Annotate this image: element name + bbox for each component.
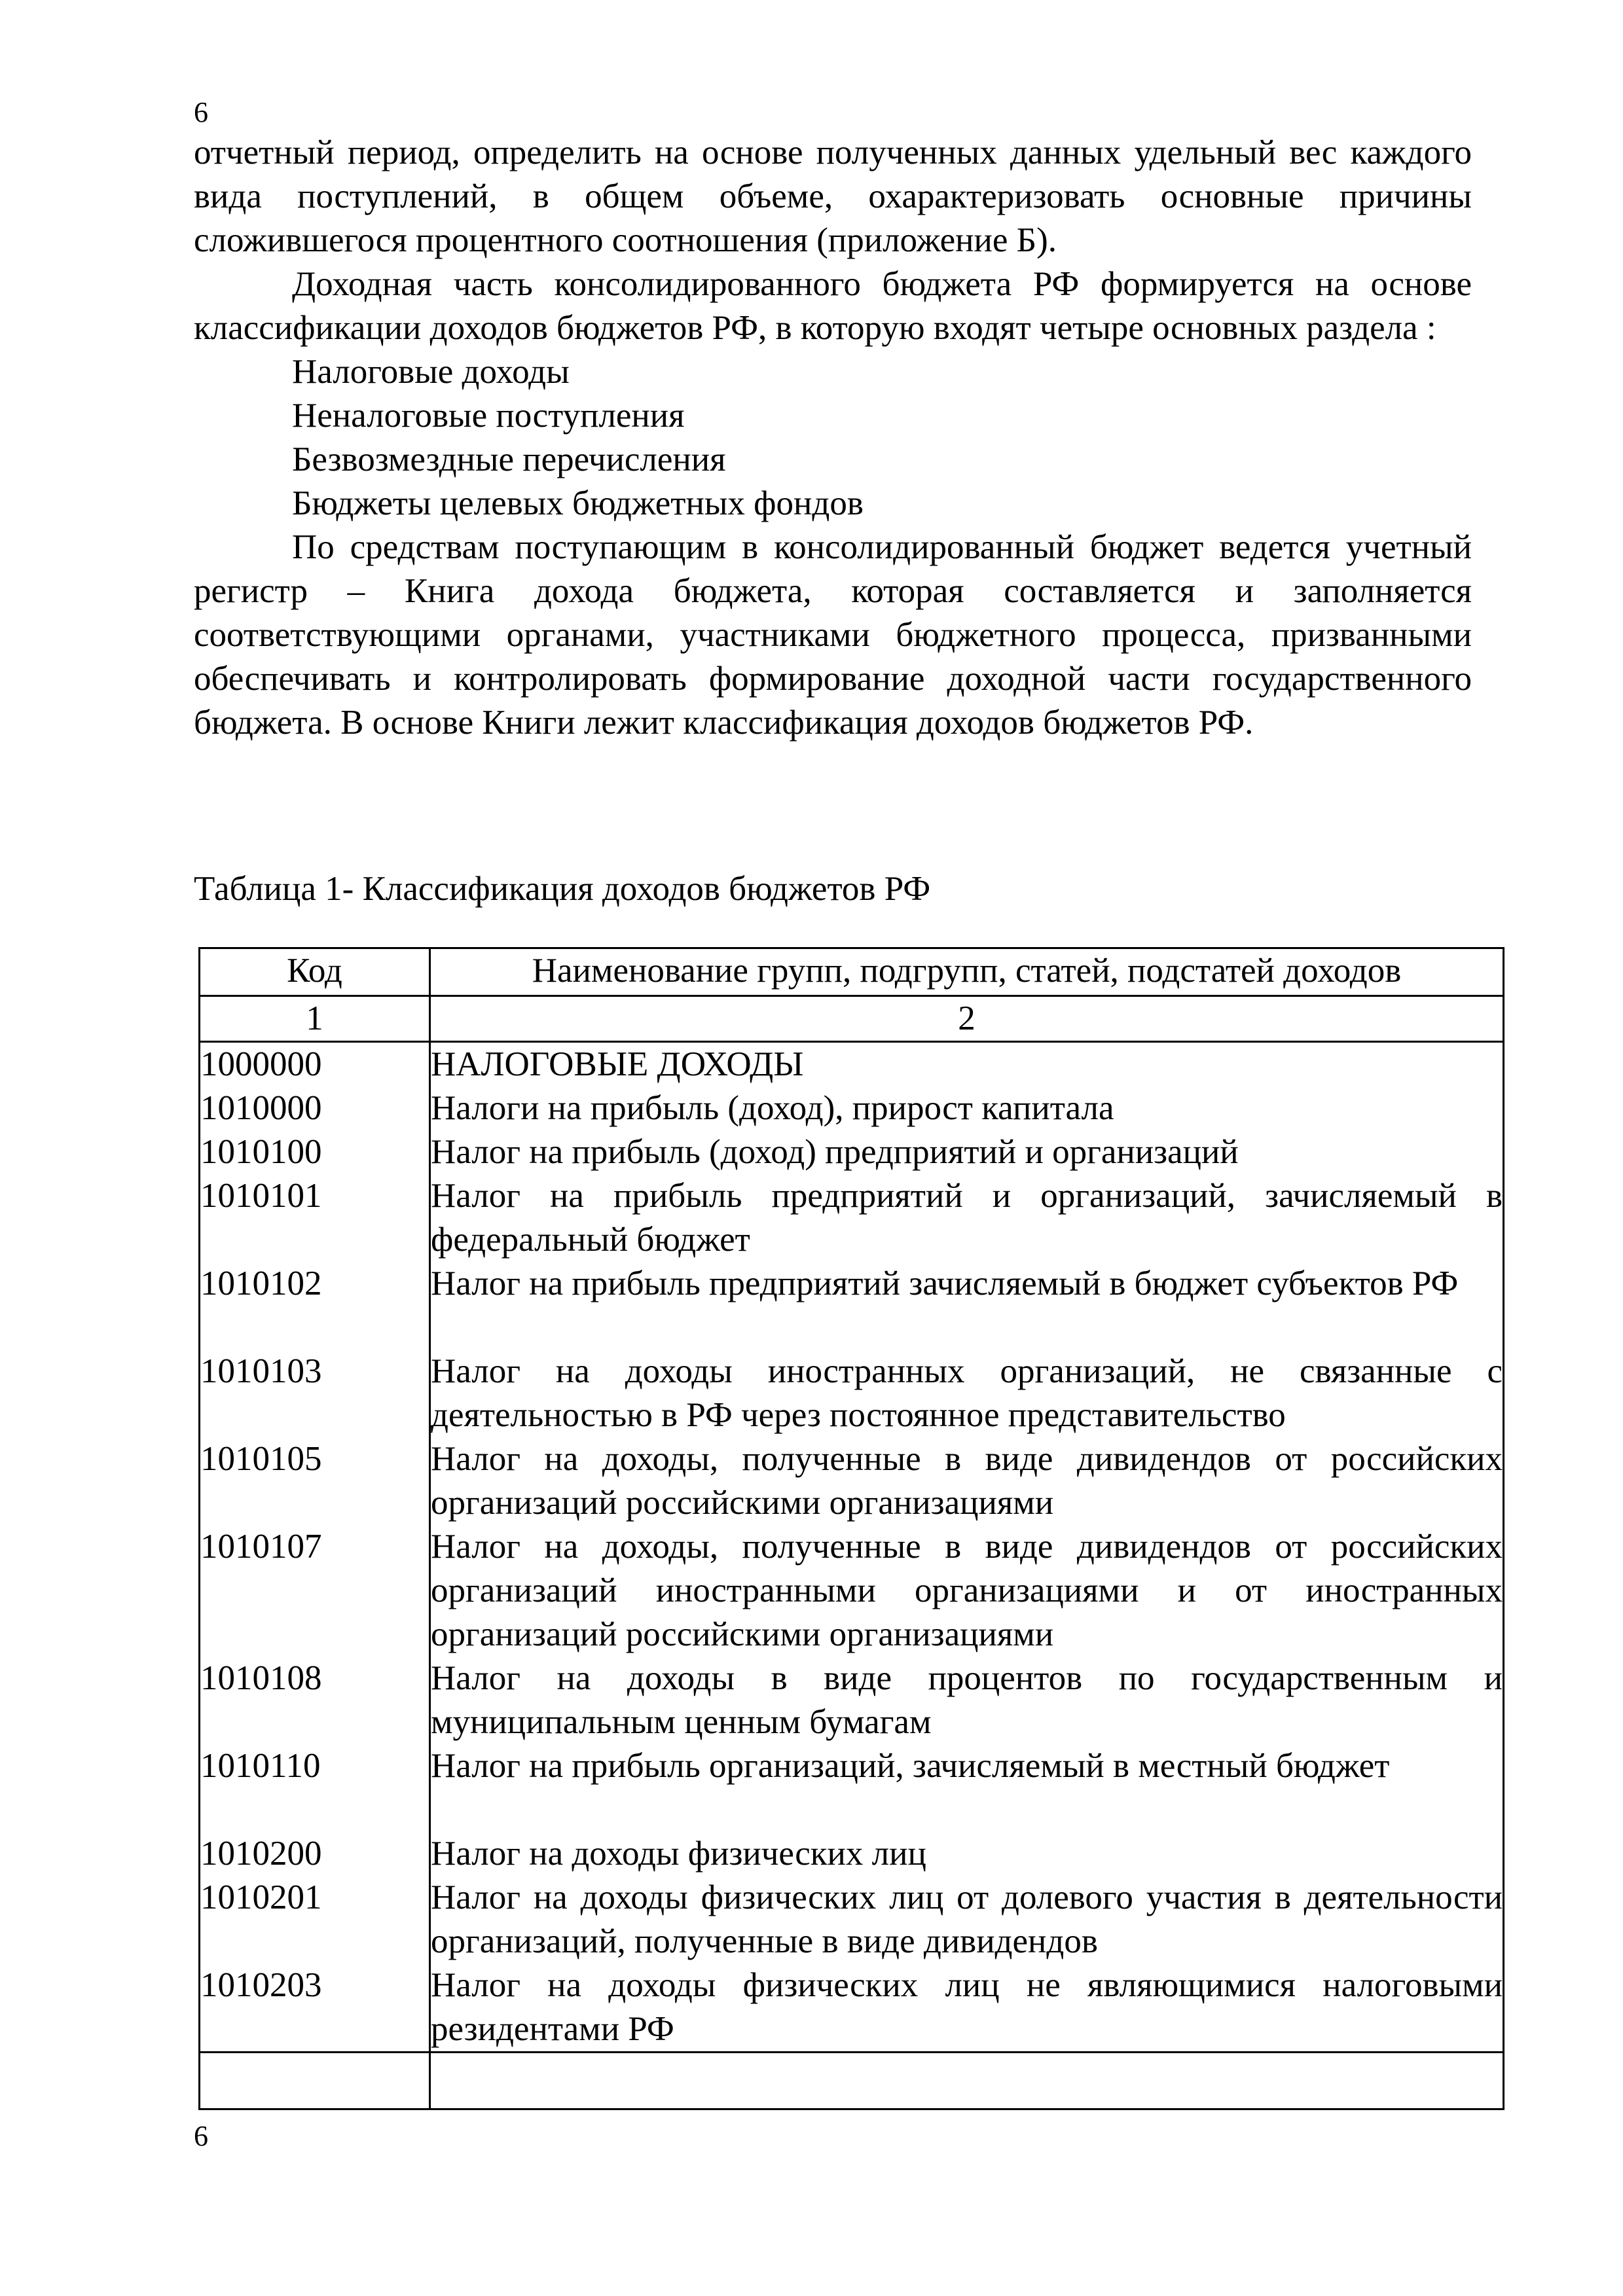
row-code: 1010102 [200,1265,322,1302]
column-number-1: 1 [200,996,430,1042]
table-caption: Таблица 1- Классификация доходов бюджетов РФ [194,870,931,908]
row-code: 1010105 [200,1440,322,1478]
row-name: НАЛОГОВЫЕ ДОХОДЫ [431,1045,804,1083]
names-column [430,1042,1504,2053]
row-code: 1010203 [200,1966,322,2004]
row-name: Налоги на прибыль (доход), прирост капитала [431,1089,1114,1127]
row-code: 1010000 [200,1089,322,1127]
page-number-top: 6 [194,96,208,128]
row-name: Налог на доходы, полученные в виде дивидендов от российских организаций иностранными организациями и от иностранных организаций российскими организациями [431,1528,1503,1653]
column-number-2: 2 [430,996,1504,1042]
row-name: Налог на доходы иностранных организаций, не связанные с деятельностью в РФ через постоянное представительство [431,1352,1503,1434]
body-text [194,131,1472,745]
row-code: 1010103 [200,1352,322,1390]
list-item: Безвозмездные перечисления [292,440,726,478]
row-code: 1010201 [200,1878,322,1916]
row-name: Налог на доходы в виде процентов по государственным и муниципальным ценным бумагам [431,1659,1503,1741]
table-continuation [200,2053,1504,2109]
row-code: 1000000 [200,1045,322,1083]
row-name: Налог на доходы физических лиц [431,1835,926,1873]
row-code: 1010108 [200,1659,322,1697]
table-header-row [200,948,1504,996]
paragraph-register: По средствам поступающим в консолидированный бюджет ведется учетный регистр – Книга дохода бюджета, которая составляется и заполняется соответствующими органами, участниками бюджетного процесса, призванными обеспечивать и контролировать формирование доходной части государственного бюджета. В основе Книги лежит классификация доходов бюджетов РФ. [194,528,1472,742]
row-name: Налог на прибыль (доход) предприятий и организаций [431,1133,1239,1171]
row-name: Налог на прибыль предприятий и организаций, зачисляемый в федеральный бюджет [431,1177,1503,1259]
classification-table [198,947,1504,2110]
row-name: Налог на доходы, полученные в виде дивидендов от российских организаций российскими организациями [431,1440,1503,1522]
header-name: Наименование групп, подгрупп, статей, подстатей доходов [430,948,1504,996]
codes-column [200,1042,430,2053]
header-code: Код [200,948,430,996]
row-code: 1010107 [200,1528,322,1566]
list-item: Налоговые доходы [292,353,570,391]
table-continuation-code [200,2053,430,2109]
list-item: Бюджеты целевых бюджетных фондов [292,484,864,522]
row-code: 1010101 [200,1177,322,1215]
list-item: Неналоговые поступления [292,397,685,435]
row-code: 1010100 [200,1133,322,1171]
paragraph-intro: Доходная часть консолидированного бюджета РФ формируется на основе классификации доходов бюджетов РФ, в которую входят четыре основных раздела : [194,265,1472,347]
row-name: Налог на доходы физических лиц не являющимися налоговыми резидентами РФ [431,1966,1503,2048]
row-name: Налог на доходы физических лиц от долевого участия в деятельности организаций, полученные в виде дивидендов [431,1878,1503,1960]
row-code: 1010200 [200,1835,322,1873]
paragraph-continuation: отчетный период, определить на основе полученных данных удельный вес каждого вида поступлений, в общем объеме, охарактеризовать основные причины сложившегося процентного соотношения (приложение Б). [194,134,1472,259]
revenue-sections-list [194,350,1472,526]
table-continuation-name [430,2053,1504,2109]
row-code: 1010110 [200,1747,321,1785]
page-number-bottom: 6 [194,2120,208,2152]
row-name: Налог на прибыль организаций, зачисляемый в местный бюджет [431,1747,1390,1785]
row-name: Налог на прибыль предприятий зачисляемый в бюджет субъектов РФ [431,1265,1459,1302]
column-number-row [200,996,1504,1042]
table-row [200,1042,1504,2053]
